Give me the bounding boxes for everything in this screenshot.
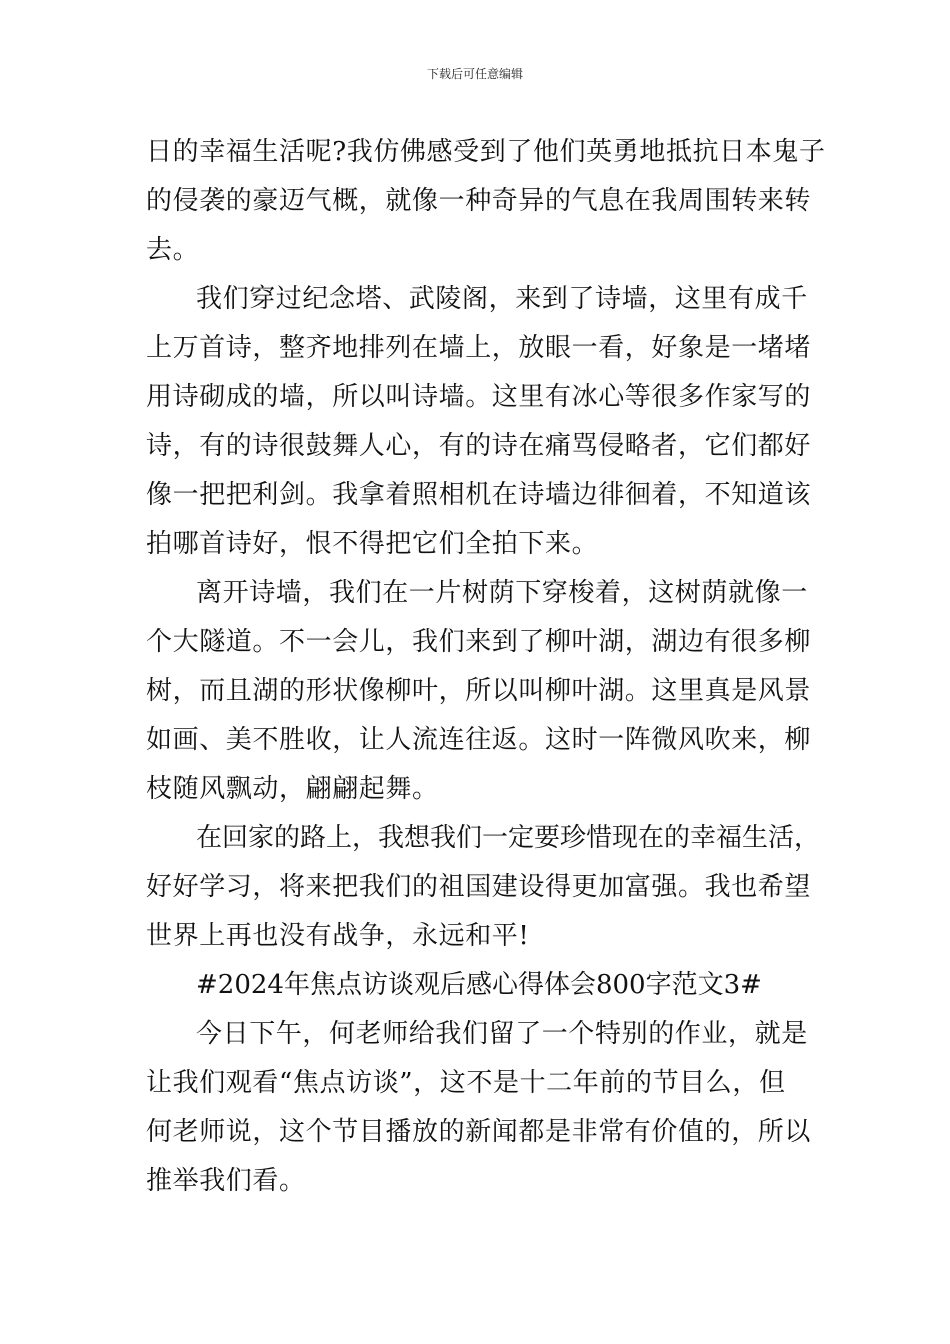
body-line: 的侵袭的豪迈气概，就像一种奇异的气息在我周围转来转 (146, 186, 812, 216)
body-line: 日的幸福生活呢?我仿佛感受到了他们英勇地抵抗日本鬼子 (146, 137, 826, 167)
section-heading: #2024年焦点访谈观后感心得体会800字范文3# (196, 970, 762, 1000)
paragraph-first-line: 离开诗墙，我们在一片树荫下穿梭着，这树荫就像一 (196, 578, 808, 608)
body-line: 个大隧道。不一会儿，我们来到了柳叶湖，湖边有很多柳 (146, 627, 812, 657)
body-line: 让我们观看“焦点访谈”，这不是十二年前的节目么，但 (146, 1068, 786, 1098)
body-line: 拍哪首诗好，恨不得把它们全拍下来。 (146, 529, 599, 559)
paragraph-first-line: 在回家的路上，我想我们一定要珍惜现在的幸福生活， (196, 823, 821, 853)
body-line: 好好学习，将来把我们的祖国建设得更加富强。我也希望 (146, 872, 812, 902)
body-line: 上万首诗，整齐地排列在墙上，放眼一看，好象是一堵堵 (146, 333, 812, 363)
body-line: 推举我们看。 (146, 1166, 306, 1196)
paragraph-first-line: 我们穿过纪念塔、武陵阁，来到了诗墙，这里有成千 (196, 284, 808, 314)
body-line: 何老师说，这个节目播放的新闻都是非常有价值的，所以 (146, 1117, 812, 1147)
body-line: 如画、美不胜收，让人流连往返。这时一阵微风吹来，柳 (146, 725, 812, 755)
paragraph-first-line: 今日下午，何老师给我们留了一个特别的作业，就是 (196, 1019, 808, 1049)
body-line: 树，而且湖的形状像柳叶，所以叫柳叶湖。这里真是风景 (146, 676, 812, 706)
body-line: 诗，有的诗很鼓舞人心，有的诗在痛骂侵略者，它们都好 (146, 431, 812, 461)
body-line: 枝随风飘动，翩翩起舞。 (146, 774, 439, 804)
body-line: 世界上再也没有战争，永远和平! (146, 921, 530, 951)
page-header: 下载后可任意编辑 (426, 67, 523, 81)
body-line: 用诗砌成的墙，所以叫诗墙。这里有冰心等很多作家写的 (146, 382, 812, 412)
body-line: 像一把把利剑。我拿着照相机在诗墙边徘徊着，不知道该 (146, 480, 812, 510)
body-line: 去。 (146, 235, 200, 265)
document-body (146, 128, 826, 1206)
